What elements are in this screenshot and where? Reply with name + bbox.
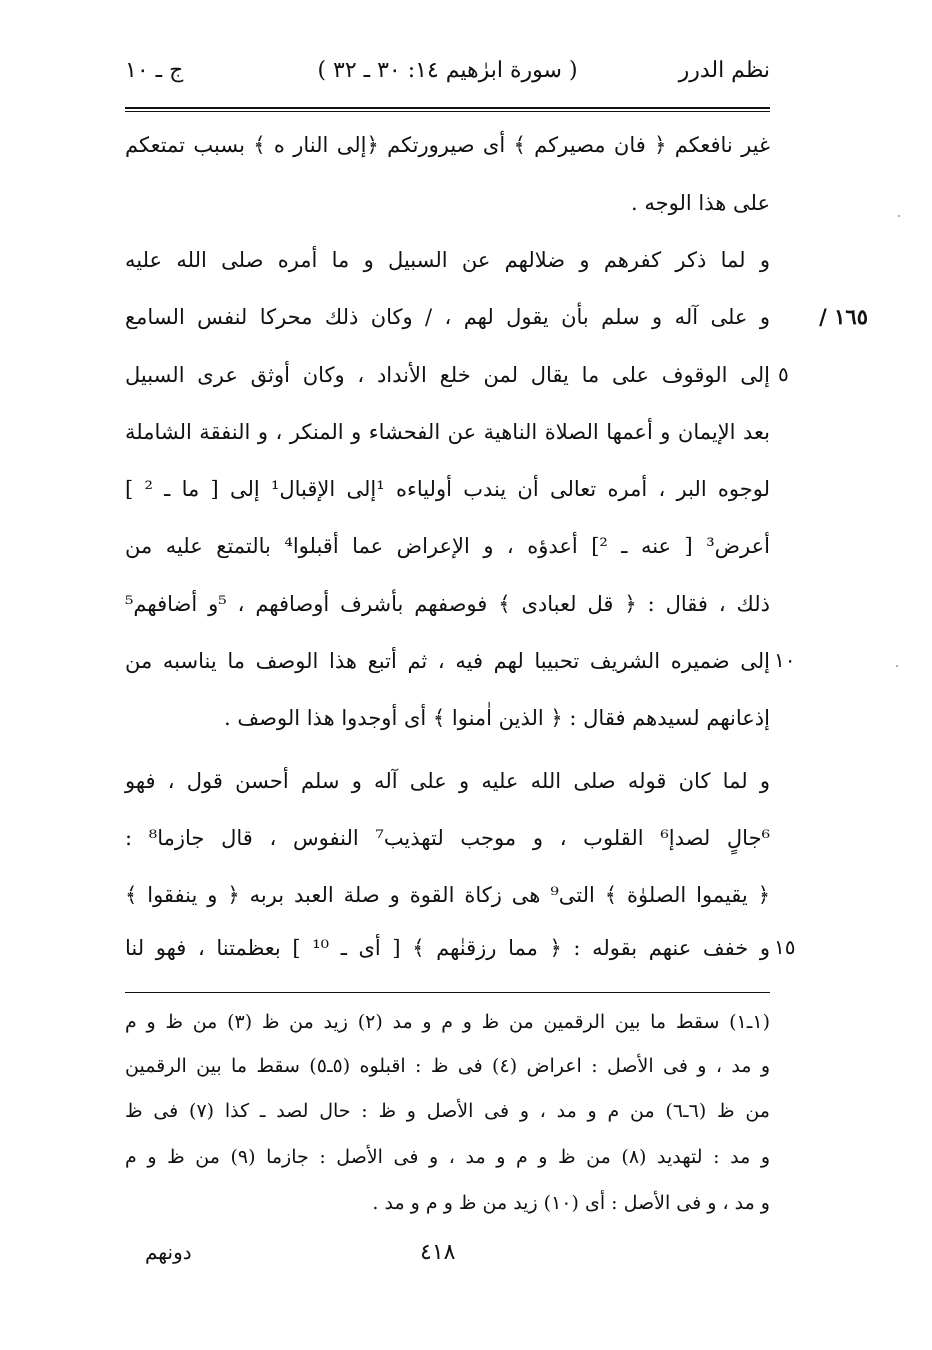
catchword: دونهم bbox=[145, 1240, 192, 1264]
body-line-15: و خفف عنهم بقوله : ﴿ مما رزقنٰهم ﴾ [ أى ـ ¹⁰ ] بعظمتنا ، فهو لنا bbox=[125, 936, 770, 960]
footnote-line-5: و مد ، و فى الأصل : أى (١٠) زيد من ظ و م و مد . bbox=[372, 1192, 770, 1214]
page-number: ٤١٨ bbox=[420, 1240, 456, 1265]
body-line-12: و لما كان قوله صلى الله عليه و على آله و سلم أحسن قول ، فهو bbox=[125, 769, 770, 793]
footnote-rule bbox=[125, 992, 770, 993]
scan-speck bbox=[898, 215, 900, 217]
body-line-5: إلى الوقوف على ما يقال لمن خلع الأنداد ، وكان أوثق عرى السبيل bbox=[125, 363, 770, 387]
header-rule bbox=[125, 107, 770, 112]
body-line-8: أعرض³ [ عنه ـ ²] أعدؤه ، و الإعراض عما أقبلوا⁴ بالتمتع عليه من bbox=[125, 534, 770, 558]
footnote-line-1: (١ـ١) سقط ما بين الرقمين من ظ و م و مد (٢) زيد من ظ (٣) من ظ و م bbox=[125, 1011, 770, 1033]
footnote-line-2: و مد ، و فى الأصل : اعراض (٤) فى ظ : اقبلوه (٥ـ٥) سقط ما بين الرقمين bbox=[125, 1055, 771, 1077]
running-header bbox=[125, 58, 770, 98]
surah-reference: ( سورة ابرٰهيم ١٤: ٣٠ ـ ٣٢ ) bbox=[317, 58, 578, 83]
body-line-7: لوجوه البر ، أمره تعالى أن يندب أولياءه ¹إلى الإقبال¹ إلى [ ما ـ ² ] bbox=[125, 477, 770, 501]
body-line-4: و على آله و سلم بأن يقول لهم ، / وكان ذلك محركا لنفس السامع bbox=[125, 305, 770, 329]
body-line-1: غير نافعكم ﴿ فان مصيركم ﴾ أى صيرورتكم ﴿إلى النار ه ﴾ بسبب تمتعكم bbox=[125, 133, 770, 157]
body-line-6: بعد الإيمان و أعمها الصلاة الناهية عن الفحشاء و المنكر ، و النفقة الشاملة bbox=[125, 420, 770, 444]
body-line-3: و لما ذكر كفرهم و ضلالهم عن السبيل و ما أمره صلى الله عليه bbox=[125, 248, 770, 272]
line-number-15: ١٥ bbox=[774, 935, 796, 959]
margin-folio-note: ١٦٥ / bbox=[819, 304, 868, 329]
line-number-10: ١٠ bbox=[774, 648, 796, 672]
volume-label: ج ـ ١٠ bbox=[125, 58, 184, 83]
footnote-line-3: من ظ (٦ـ٦) من م و مد ، و فى الأصل و ظ : حال لصد ـ كذا (٧) فى ظ bbox=[125, 1100, 770, 1122]
body-line-10: إلى ضميره الشريف تحبيبا لهم فيه ، ثم أتبع هذا الوصف ما يناسبه من bbox=[125, 649, 770, 673]
body-line-13: ⁶جالٍ لصدإ⁶ القلوب ، و موجب لتهذيب⁷ النفوس ، قال جازما⁸ : bbox=[125, 826, 770, 850]
body-line-11: إذعانهم لسيدهم فقال : ﴿ الذين اٰمنوا ﴾ أى أوجدوا هذا الوصف . bbox=[224, 706, 770, 730]
scan-speck bbox=[896, 665, 898, 667]
body-line-9: ذلك ، فقال : ﴿ قل لعبادى ﴾ فوصفهم بأشرف أوصافهم ، ⁵و أضافهم⁵ bbox=[125, 592, 771, 616]
body-line-14: ﴿ يقيموا الصلوٰة ﴾ التى⁹ هى زكاة القوة و صلة العبد بربه ﴿ و ينفقوا ﴾ bbox=[125, 883, 770, 907]
book-title: نظم الدرر bbox=[678, 58, 770, 83]
line-number-5: ٥ bbox=[778, 362, 789, 386]
body-line-2: على هذا الوجه . bbox=[631, 191, 770, 215]
footnote-line-4: و مد : لتهديد (٨) من ظ و م و مد ، و فى الأصل : جازما (٩) من ظ و م bbox=[125, 1146, 771, 1168]
